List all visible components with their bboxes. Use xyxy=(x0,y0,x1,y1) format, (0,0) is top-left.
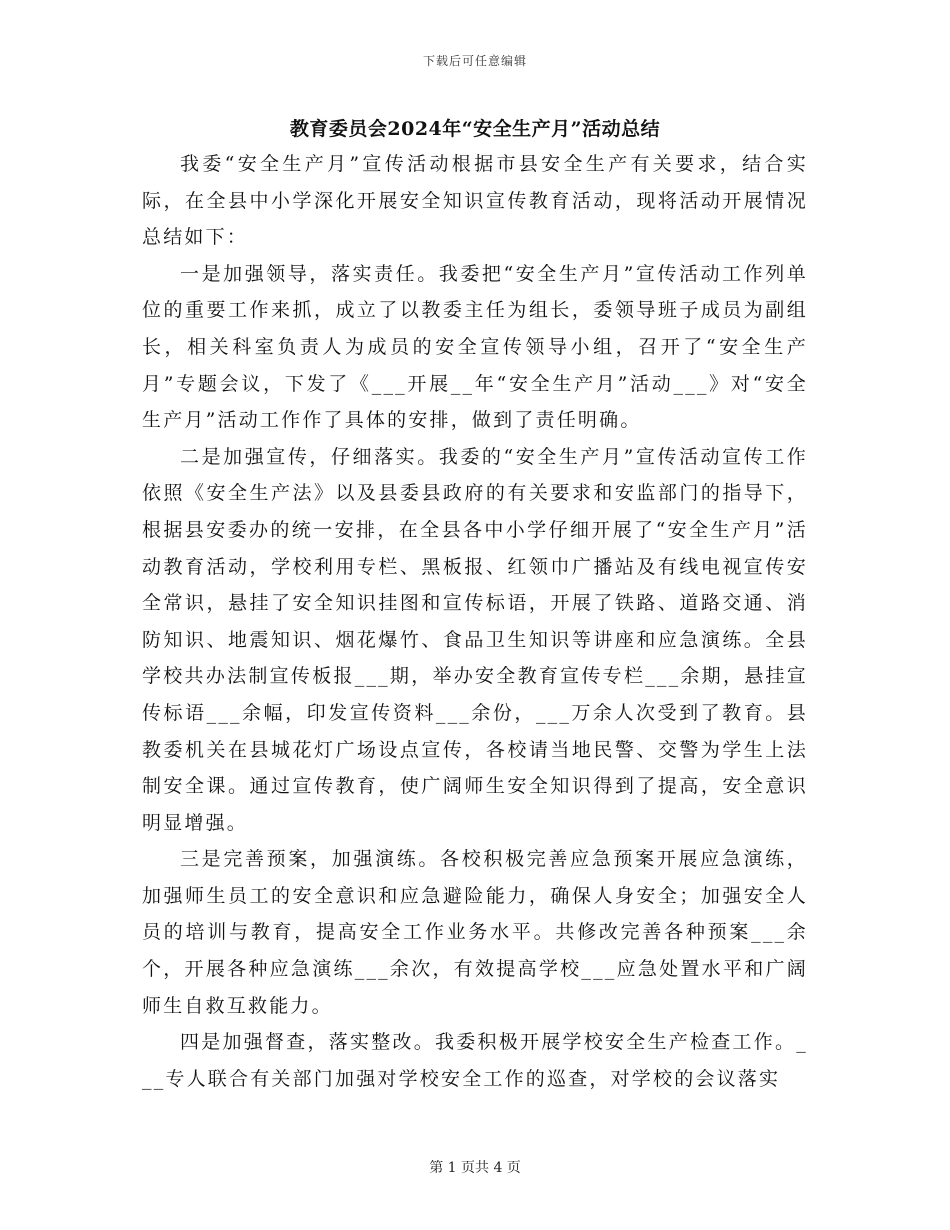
page-header-note: 下载后可任意编辑 xyxy=(422,54,527,68)
page-number-footer: 第 1 页共 4 页 xyxy=(429,1160,521,1176)
paragraph-leadership: 一是加强领导，落实责任。我委把“安全生产月”宣传活动工作列单位的重要工作来抓，成立了以教委主任为组长，委领导班子成员为副组长，相关科室负责人为成员的安全宣传领导小组，召开了“安全生产月”专题会议，下发了《___开展__年“安全生产月”活动___》对“安全生产月”活动工作作了具体的安排，做到了责任明确。 xyxy=(142,262,808,432)
document-body xyxy=(142,146,808,1097)
paragraph-publicity: 二是加强宣传，仔细落实。我委的“安全生产月”宣传活动宣传工作依照《安全生产法》以及县委县政府的有关要求和安监部门的指导下，根据县安委办的统一安排，在全县各中小学仔细开展了“安全生产月”活动教育活动，学校利用专栏、黑板报、红领巾广播站及有线电视宣传安全常识，悬挂了安全知识挂图和宣传标语，开展了铁路、道路交通、消防知识、地震知识、烟花爆竹、食品卫生知识等讲座和应急演练。全县学校共办法制宣传板报___期，举办安全教育宣传专栏___余期，悬挂宣传标语___余幅，印发宣传资料___余份，___万余人次受到了教育。县教委机关在县城花灯广场设点宣传，各校请当地民警、交警为学生上法制安全课。通过宣传教育，使广阔师生安全知识得到了提高，安全意识明显增强。 xyxy=(142,445,808,834)
paragraph-inspection: 四是加强督查，落实整改。我委积极开展学校安全生产检查工作。___专人联合有关部门加强对学校安全工作的巡查，对学校的会议落实 xyxy=(142,1031,808,1090)
paragraph-intro: 我委“安全生产月”宣传活动根据市县安全生产有关要求，结合实际，在全县中小学深化开展安全知识宣传教育活动，现将活动开展情况总结如下： xyxy=(142,153,808,249)
paragraph-drills: 三是完善预案，加强演练。各校积极完善应急预案开展应急演练，加强师生员工的安全意识和应急避险能力，确保人身安全；加强安全人员的培训与教育，提高安全工作业务水平。共修改完善各种预案___余个，开展各种应急演练___余次，有效提高学校___应急处置水平和广阔师生自救互救能力。 xyxy=(142,848,808,1017)
document-title: 教育委员会2024年“安全生产月”活动总结 xyxy=(289,118,661,140)
